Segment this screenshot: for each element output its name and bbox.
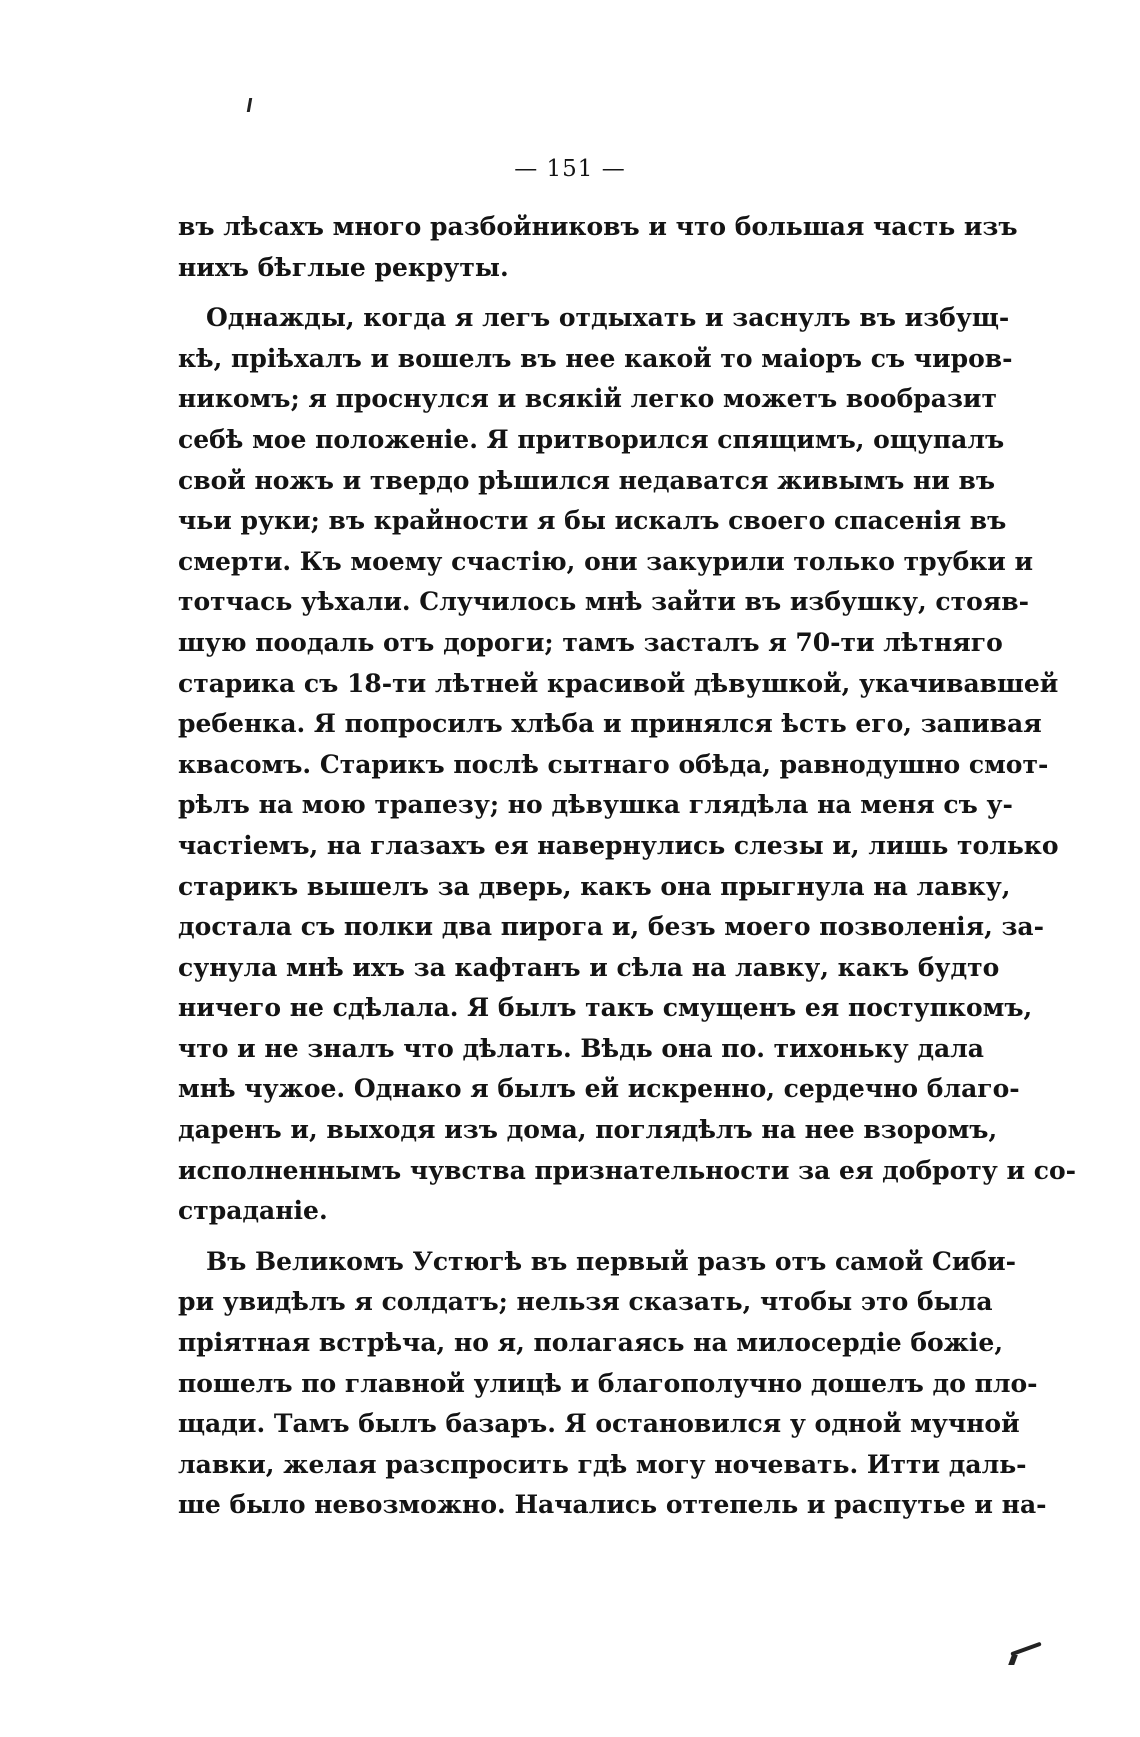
body-text <box>178 207 1076 1526</box>
text-line: ребенка. Я попросилъ хлѣба и принялся ѣсть его, запивая <box>178 709 1042 739</box>
text-line: ри увидѣлъ я солдатъ; нельзя сказать, чтобы это была <box>178 1287 993 1317</box>
text-line: Однажды, когда я легъ отдыхать и заснулъ въ избущ- <box>206 303 1010 333</box>
text-line: частіемъ, на глазахъ ея навернулись слезы и, лишь только <box>178 830 1059 860</box>
text-line: себѣ мое положеніе. Я притворился спящимъ, ощупалъ <box>178 424 1005 454</box>
text-line: достала съ полки два пирога и, безъ моего позволенія, за- <box>178 912 1045 942</box>
text-line: даренъ и, выходя изъ дома, поглядѣлъ на нее взоромъ, <box>178 1115 998 1145</box>
text-line: лавки, желая разспросить гдѣ могу ночевать. Итти даль- <box>178 1449 1027 1479</box>
text-line: никомъ; я проснулся и всякій легко можетъ вообразит <box>178 384 997 414</box>
text-line: кѣ, пріѣхалъ и вошелъ въ нее какой то маіоръ съ чиров- <box>178 343 1013 373</box>
text-line: сунула мнѣ ихъ за кафтанъ и сѣла на лавку, какъ будто <box>178 952 1000 982</box>
text-line: что и не зналъ что дѣлать. Вѣдь она по. тихоньку дала <box>178 1033 985 1063</box>
text-line: щади. Тамъ былъ базаръ. Я остановился у одной мучной <box>178 1409 1020 1439</box>
text-line: въ лѣсахъ много разбойниковъ и что большая часть изъ <box>178 212 1018 241</box>
ink-speck <box>247 98 252 112</box>
text-line: старика съ 18-ти лѣтней красивой дѣвушкой, укачивавшей <box>178 668 1059 698</box>
text-line: страданіе. <box>178 1196 328 1226</box>
text-line: смерти. Къ моему счастію, они закурили только трубки и <box>178 546 1034 576</box>
text-line: рѣлъ на мою трапезу; но дѣвушка глядѣла на меня съ у- <box>178 790 1013 820</box>
text-line: старикъ вышелъ за дверь, какъ она прыгнула на лавку, <box>178 871 1011 901</box>
text-line: Въ Великомъ Устюгѣ въ первый разъ отъ самой Сиби- <box>206 1246 1017 1276</box>
ink-speck <box>1008 1655 1018 1665</box>
text-line: ничего не сдѣлала. Я былъ такъ смущенъ ея поступкомъ, <box>178 993 1033 1023</box>
text-line: шую поодаль отъ дороги; тамъ засталъ я 70-ти лѣтняго <box>178 627 1003 657</box>
page-number: — 151 — <box>514 156 626 182</box>
text-line: пріятная встрѣча, но я, полагаясь на милосердіе божіе, <box>178 1328 1004 1358</box>
text-line: тотчась уѣхали. Случилось мнѣ зайти въ избушку, стояв- <box>178 587 1029 617</box>
text-line: ше было невозможно. Начались оттепель и распутье и на- <box>178 1490 1047 1520</box>
text-line: пошелъ по главной улицѣ и благополучно дошелъ до пло- <box>178 1368 1038 1398</box>
text-line: свой ножъ и твердо рѣшился недаватся живымъ ни въ <box>178 465 996 495</box>
text-line: чьи руки; въ крайности я бы искалъ своего спасенія въ <box>178 506 1007 536</box>
text-line: нихъ бѣглые рекруты. <box>178 252 509 282</box>
text-line: мнѣ чужое. Однако я былъ ей искренно, сердечно благо- <box>178 1074 1020 1104</box>
text-line: квасомъ. Старикъ послѣ сытнаго обѣда, равнодушно смот- <box>178 749 1049 779</box>
text-line: исполненнымъ чувства признательности за ея доброту и со- <box>178 1155 1076 1185</box>
